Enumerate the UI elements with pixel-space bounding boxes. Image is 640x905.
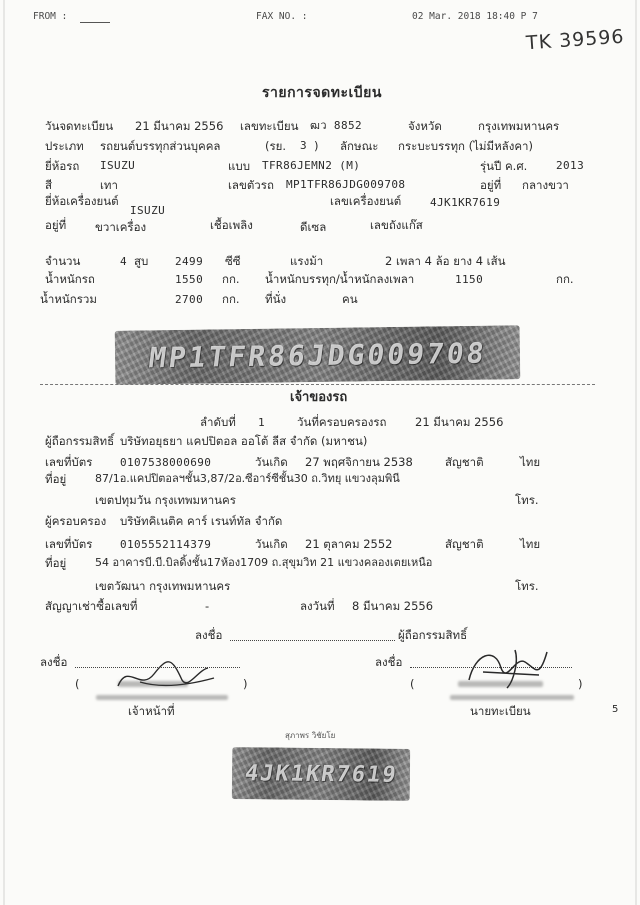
fax-datetime: 02 Mar. 2018 18:40 P 7 (412, 11, 538, 22)
contract-number-value: - (205, 599, 210, 613)
sequence-label: ลำดับที่ (200, 415, 236, 429)
holder-label: ผู้ถือกรรมสิทธิ์ (45, 434, 115, 448)
registrar-role-label: นายทะเบียน (470, 704, 531, 718)
possessor-id-value: 0105552114379 (120, 538, 212, 551)
vin-rubbing (115, 325, 521, 385)
officer-sign-label: ลงชื่อ (40, 655, 68, 669)
owner-sign-label: ลงชื่อ (195, 628, 223, 642)
holder-address-line2: เขตปทุมวัน กรุงเทพมหานคร (95, 493, 236, 507)
possessor-address-label: ที่อยู่ (45, 556, 67, 570)
holder-tel-label: โทร. (515, 493, 539, 507)
plate-value: ฒว 8852 (310, 119, 363, 132)
sequence-value: 1 (258, 416, 266, 429)
fuel-value: ดีเซล (300, 220, 327, 234)
horsepower-label: แรงม้า (290, 254, 324, 268)
typist-name: สุภาพร วิชัยโย (285, 731, 336, 740)
fax-from-label: FROM : (33, 11, 68, 22)
displacement-unit: ซีซี (225, 254, 241, 268)
body-style-label: ลักษณะ (340, 139, 379, 153)
holder-dob-value: 27 พฤศจิกายน 2538 (305, 455, 413, 469)
gas-tank-label: เลขถังแก๊ส (370, 218, 423, 232)
type-code-open: (รย. (265, 139, 287, 153)
possession-date-label: วันที่ครอบครองรถ (297, 415, 387, 429)
vehicle-type-value: รถยนต์บรรทุกส่วนบุคคล (100, 139, 221, 153)
document-title: รายการจดทะเบียน (262, 85, 382, 101)
reg-date-value: 21 มีนาคม 2556 (135, 119, 224, 133)
model-value: TFR86JEMN2 (M) (262, 159, 361, 172)
gross-weight-label: น้ำหนักรวม (40, 292, 97, 306)
registrar-paren-open: ( (410, 677, 415, 691)
color-label: สี (45, 178, 53, 192)
contract-label: สัญญาเช่าซื้อเลขที่ (45, 599, 138, 613)
seats-unit: คน (342, 292, 358, 306)
contract-date-value: 8 มีนาคม 2556 (352, 599, 434, 613)
engine-brand-label: ยี่ห้อเครื่องยนต์ (45, 194, 119, 208)
cylinders-value: 4 (120, 255, 128, 268)
engine-number-value: 4JK1KR7619 (430, 196, 501, 209)
engine-number-label: เลขเครื่องยนต์ (330, 194, 402, 208)
holder-id-value: 0107538000690 (120, 456, 212, 469)
holder-address-line1: 87/1อ.แคปปิตอลฯชั้น3,87/2อ.ซีอาร์ซีชั้น30 ถ.วิทยุ แขวงลุมพินี (95, 472, 400, 485)
owner-role-label: ผู้ถือกรรมสิทธิ์ (398, 628, 468, 642)
possessor-value: บริษัทคิเนติค คาร์ เรนท์ทัล จำกัด (120, 514, 283, 528)
fax-from-underline (80, 22, 110, 23)
possessor-dob-label: วันเกิด (255, 537, 288, 551)
registrar-name-stamp (458, 681, 543, 687)
gross-weight-value: 2700 (175, 293, 204, 306)
vehicle-weight-value: 1550 (175, 273, 204, 286)
color-value: เทา (100, 178, 118, 192)
engine-location-value: ขวาเครื่อง (95, 220, 147, 234)
handwritten-reference: TK 39596 (525, 25, 626, 55)
holder-id-label: เลขที่บัตร (45, 455, 93, 469)
owner-sign-line (230, 640, 395, 641)
cylinders-unit: สูบ (134, 254, 149, 268)
vehicle-type-label: ประเภท (45, 139, 84, 153)
officer-title-stamp (96, 695, 228, 700)
fuel-label: เชื้อเพลิง (210, 218, 253, 232)
engine-rubbing-text: 4JK1KR7619 (242, 760, 400, 788)
registrar-paren-close: ) (578, 677, 583, 691)
page-edge-right (635, 0, 637, 905)
holder-dob-label: วันเกิด (255, 455, 288, 469)
officer-name-stamp (118, 681, 188, 687)
gross-weight-unit: กก. (222, 292, 240, 306)
axles-wheels-value: 2 เพลา 4 ล้อ ยาง 4 เส้น (385, 254, 506, 268)
body-style-value: กระบะบรรทุก (ไม่มีหลังคา) (398, 139, 533, 153)
holder-value: บริษัทอยุธยา แคปปิตอล ออโต้ ลีส จำกัด (มหาชน) (120, 434, 368, 448)
possession-date-value: 21 มีนาคม 2556 (415, 415, 504, 429)
load-weight-label: น้ำหนักบรรทุก/น้ำหนักลงเพลา (265, 272, 415, 286)
registrar-sign-label: ลงชื่อ (375, 655, 403, 669)
cylinders-label: จำนวน (45, 254, 81, 268)
page-edge-left (3, 0, 5, 905)
brand-value: ISUZU (100, 159, 136, 172)
fax-number-label: FAX NO. : (256, 11, 308, 22)
model-label: แบบ (228, 159, 251, 173)
officer-paren-close: ) (243, 677, 248, 691)
registrar-title-stamp (450, 695, 574, 700)
possessor-address-line1: 54 อาคารบี.บี.บิลดิ้งชั้น17ห้อง1709 ถ.สุขุมวิท 21 แขวงคลองเตยเหนือ (95, 556, 433, 569)
possessor-dob-value: 21 ตุลาคม 2552 (305, 537, 393, 551)
contract-date-label: ลงวันที่ (300, 599, 335, 613)
engine-location-label: อยู่ที่ (45, 218, 67, 232)
type-code-value: 3 (300, 139, 308, 152)
officer-paren-open: ( (75, 677, 80, 691)
vin-value: MP1TFR86JDG009708 (286, 178, 406, 191)
holder-nationality-label: สัญชาติ (445, 455, 484, 469)
load-weight-unit: กก. (556, 272, 574, 286)
vin-location-value: กลางขวา (522, 178, 569, 192)
owner-section-title: เจ้าของรถ (290, 390, 348, 405)
province-value: กรุงเทพมหานคร (478, 119, 560, 133)
possessor-label: ผู้ครอบครอง (45, 514, 107, 528)
holder-address-label: ที่อยู่ (45, 472, 67, 486)
vin-label: เลขตัวรถ (228, 178, 274, 192)
model-year-value: 2013 (556, 159, 585, 172)
possessor-tel-label: โทร. (515, 579, 539, 593)
engine-number-rubbing (232, 747, 411, 801)
province-label: จังหวัด (408, 119, 442, 133)
vehicle-weight-unit: กก. (222, 272, 240, 286)
type-code-close: ) (314, 139, 319, 153)
holder-nationality-value: ไทย (520, 455, 541, 469)
possessor-address-line2: เขตวัฒนา กรุงเทพมหานคร (95, 579, 231, 593)
possessor-nationality-value: ไทย (520, 537, 541, 551)
brand-label: ยี่ห้อรถ (45, 159, 80, 173)
seats-label: ที่นั่ง (265, 292, 287, 306)
officer-signature (110, 652, 225, 698)
reg-date-label: วันจดทะเบียน (45, 119, 114, 133)
possessor-id-label: เลขที่บัตร (45, 537, 93, 551)
possessor-nationality-label: สัญชาติ (445, 537, 484, 551)
engine-brand-value: ISUZU (130, 204, 166, 217)
plate-label: เลขทะเบียน (240, 119, 299, 133)
page-margin-marker: 5 (612, 704, 619, 715)
load-weight-value: 1150 (455, 273, 484, 286)
vehicle-weight-label: น้ำหนักรถ (45, 272, 95, 286)
vin-rubbing-text: MP1TFR86JDG009708 (146, 336, 489, 374)
displacement-value: 2499 (175, 255, 204, 268)
section-divider (40, 384, 595, 385)
vin-location-label: อยู่ที่ (480, 178, 502, 192)
officer-role-label: เจ้าหน้าที่ (128, 704, 175, 718)
model-year-label: รุ่นปี ค.ศ. (480, 159, 528, 173)
